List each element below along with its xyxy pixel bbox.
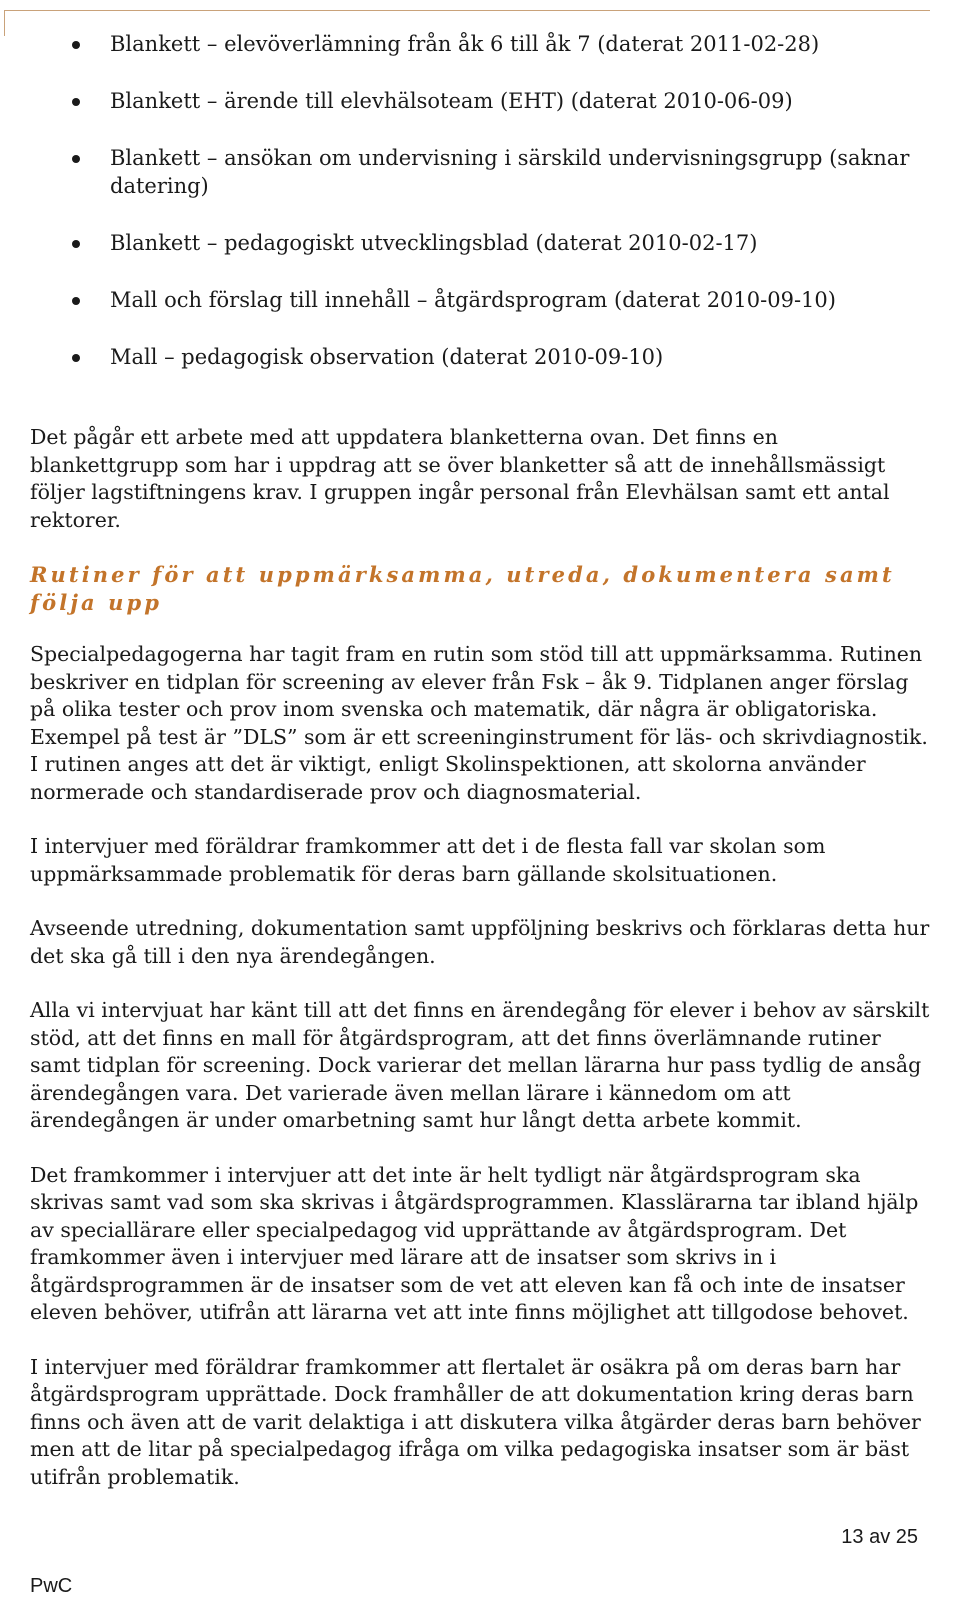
bullet-icon: [72, 354, 80, 362]
list-item: [30, 30, 930, 58]
page-number: 13 av 25: [841, 1526, 918, 1548]
body-paragraph: I intervjuer med föräldrar framkommer att det i de flesta fall var skolan som uppmärksammade problematik för deras barn gällande skolsituationen.: [30, 834, 826, 886]
list-item: [30, 343, 930, 371]
list-item-text: Mall och förslag till innehåll – åtgärdsprogram (daterat 2010-09-10): [110, 288, 836, 312]
body-paragraph: Avseende utredning, dokumentation samt uppföljning beskrivs och förklaras detta hur det ska gå till i den nya ärendegången.: [30, 916, 930, 968]
list-item-text: Blankett – pedagogiskt utvecklingsblad (daterat 2010-02-17): [110, 231, 758, 255]
list-item: [30, 286, 930, 314]
list-item-text: Blankett – ärende till elevhälsoteam (EHT) (daterat 2010-06-09): [110, 89, 793, 113]
document-page: [30, 30, 930, 1518]
bullet-icon: [72, 297, 80, 305]
body-paragraph: Specialpedagogerna har tagit fram en rutin som stöd till att uppmärksamma. Rutinen beskriver en tidplan för screening av elever från Fsk – åk 9. Tidplanen anger förslag på olika tester och prov inom svenska och matematik, där några är obligatoriska. Exempel på test är ”DLS” som är ett screeninginstrument för läs- och skrivdiagnostik. I rutinen anges att det är viktigt, enligt Skolinspektionen, att skolorna använder normerade och standardiserade prov och diagnosmaterial.: [30, 642, 928, 804]
list-item: [30, 144, 930, 200]
bullet-icon: [72, 98, 80, 106]
body-paragraph: Alla vi intervjuat har känt till att det finns en ärendegång för elever i behov av särskilt stöd, att det finns en mall för åtgärdsprogram, att det finns överlämnande rutiner samt tidplan för screening. Dock varierar det mellan lärarna hur pass tydlig de ansåg ärendegången vara. Det varierade även mellan lärare i kännedom om att ärendegången är under omarbetning samt hur långt detta arbete kommit.: [30, 998, 930, 1132]
header-rule-corner: [4, 10, 5, 36]
list-item-text: Blankett – elevöverlämning från åk 6 till åk 7 (daterat 2011-02-28): [110, 32, 820, 56]
list-item: [30, 229, 930, 257]
intro-paragraph: Det pågår ett arbete med att uppdatera blanketterna ovan. Det finns en blankettgrupp som har i uppdrag att se över blanketter så att de innehållsmässigt följer lagstiftningens krav. I gruppen ingår personal från Elevhälsan samt ett antal rektorer.: [30, 425, 890, 532]
bullet-icon: [72, 240, 80, 248]
list-item: [30, 87, 930, 115]
body-paragraph: I intervjuer med föräldrar framkommer att flertalet är osäkra på om deras barn har åtgärdsprogram upprättade. Dock framhåller de att dokumentation kring deras barn finns och även att de varit delaktiga i att diskutera vilka åtgärder deras barn behöver men att de litar på specialpedagog ifråga om vilka pedagogiska insatser som är bäst utifrån problematik.: [30, 1354, 921, 1489]
footer-brand: PwC: [30, 1575, 73, 1597]
bullet-icon: [72, 155, 80, 163]
bullet-icon: [72, 41, 80, 49]
section-heading: Rutiner för att uppmärksamma, utreda, dokumentera samt följa upp: [30, 562, 895, 615]
header-rule: [4, 10, 930, 11]
bullet-list: [30, 30, 930, 371]
body-paragraph: Det framkommer i intervjuer att det inte är helt tydligt när åtgärdsprogram ska skrivas samt vad som ska skrivas i åtgärdsprogrammen. Klasslärarna tar ibland hjälp av speciallärare eller specialpedagog vid upprättande av åtgärdsprogram. Det framkommer även i intervjuer med lärare att de insatser som skrivs in i åtgärdsprogrammen är de insatser som de vet att eleven kan få och inte de insatser eleven behöver, utifrån att lärarna vet att inte finns möjlighet att tillgodose behovet.: [30, 1162, 919, 1324]
list-item-text: Mall – pedagogisk observation (daterat 2010-09-10): [110, 345, 664, 369]
list-item-text: Blankett – ansökan om undervisning i särskild undervisningsgrupp (saknar datering): [110, 146, 910, 198]
